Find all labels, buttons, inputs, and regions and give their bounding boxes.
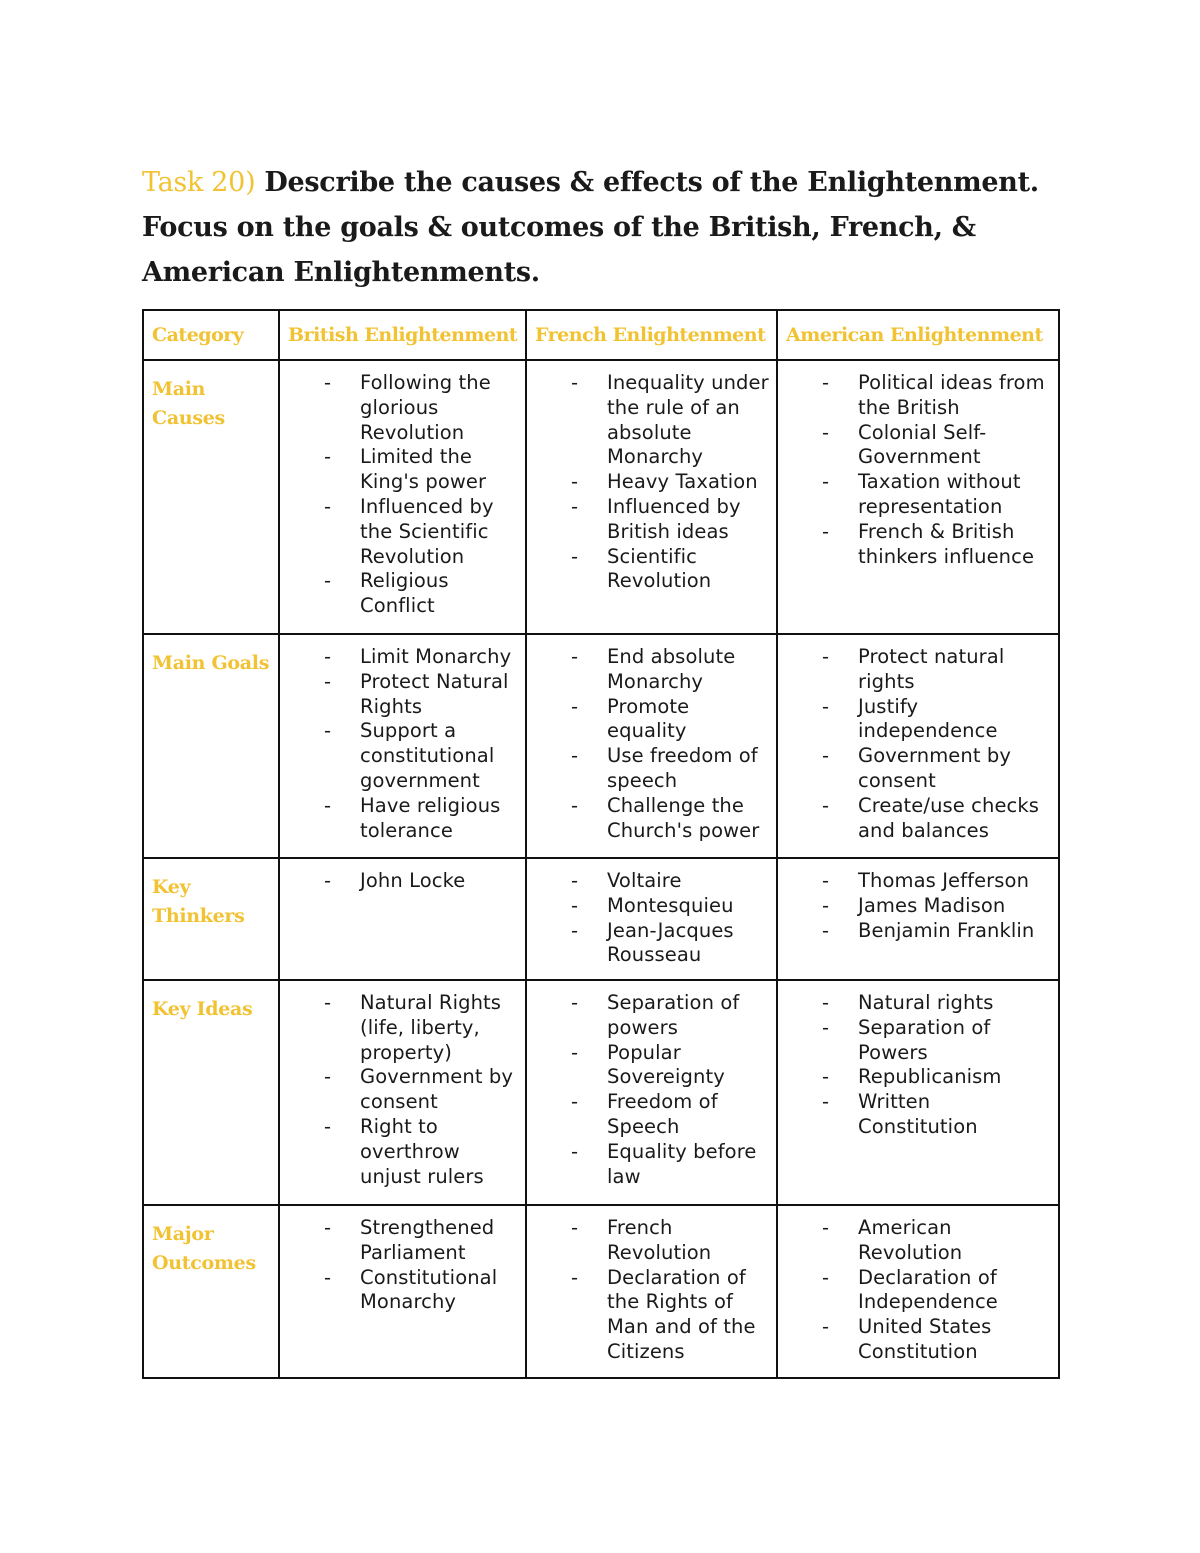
list-item-text: Create/use checks and balances	[858, 793, 1040, 842]
bullet-list	[280, 991, 521, 1189]
row-category-label: Main Goals	[143, 634, 279, 858]
british-cell	[279, 1205, 526, 1378]
american-cell	[777, 1205, 1059, 1378]
dash-bullet-icon: -	[324, 1265, 332, 1289]
dash-bullet-icon: -	[571, 1090, 579, 1114]
list-item-text: Use freedom of speech	[607, 744, 758, 792]
enlightenment-comparison-table	[142, 309, 1060, 1379]
list-item	[527, 919, 772, 969]
dash-bullet-icon: -	[324, 1065, 332, 1089]
table-header-row	[143, 310, 1059, 360]
dash-bullet-icon: -	[571, 470, 579, 494]
american-cell	[777, 360, 1059, 634]
list-item-text: French Revolution	[607, 1216, 712, 1264]
list-item-text: Colonial Self-Government	[858, 420, 987, 469]
dash-bullet-icon: -	[822, 991, 830, 1014]
list-item-text: Political ideas from the British	[858, 371, 1045, 419]
list-item-text: Voltaire	[607, 869, 682, 892]
list-item	[778, 371, 1054, 421]
dash-bullet-icon: -	[324, 569, 332, 593]
dash-bullet-icon: -	[822, 793, 830, 817]
list-item-text: Benjamin Franklin	[858, 918, 1035, 942]
list-item	[280, 1115, 521, 1189]
list-item-text: Protect natural rights	[858, 645, 1005, 693]
dash-bullet-icon: -	[822, 519, 830, 543]
bullet-list	[527, 645, 772, 843]
dash-bullet-icon: -	[324, 445, 332, 469]
list-item	[778, 894, 1054, 919]
list-item-text: French & British thinkers influence	[858, 519, 1035, 568]
french-cell	[526, 360, 777, 634]
dash-bullet-icon: -	[822, 371, 830, 394]
list-item-text: Challenge the Church's power	[607, 793, 760, 842]
dash-bullet-icon: -	[571, 1040, 579, 1064]
dash-bullet-icon: -	[571, 1139, 579, 1163]
list-item	[280, 1266, 521, 1316]
dash-bullet-icon: -	[571, 744, 579, 768]
american-cell	[777, 858, 1059, 980]
dash-bullet-icon: -	[822, 1265, 830, 1289]
list-item	[527, 470, 772, 495]
list-item-text: Support a constitutional government	[360, 719, 495, 792]
dash-bullet-icon: -	[822, 420, 830, 444]
list-item	[527, 1266, 772, 1365]
list-item-text: Natural Rights (life, liberty, property)	[360, 991, 502, 1064]
list-item	[280, 1216, 521, 1266]
british-cell	[279, 360, 526, 634]
list-item	[527, 794, 772, 844]
task-prompt: Describe the causes & effects of the Enlightenment. Focus on the goals & outcomes of the British, French, & American Enlightenments.	[142, 167, 1039, 288]
list-item-text: Declaration of Independence	[858, 1265, 998, 1314]
list-item	[280, 645, 521, 670]
list-item	[527, 695, 772, 745]
list-item-text: Montesquieu	[607, 893, 734, 917]
list-item-text: James Madison	[858, 893, 1006, 917]
dash-bullet-icon: -	[822, 744, 830, 768]
american-cell	[777, 634, 1059, 858]
dash-bullet-icon: -	[571, 494, 579, 518]
list-item	[778, 869, 1054, 894]
bullet-list	[280, 869, 521, 894]
dash-bullet-icon: -	[324, 669, 332, 693]
list-item-text: Separation of Powers	[858, 1015, 991, 1064]
header-category: Category	[143, 310, 279, 360]
list-item-text: Taxation without representation	[858, 470, 1021, 518]
dash-bullet-icon: -	[571, 645, 579, 668]
list-item	[527, 1140, 772, 1190]
list-item-text: American Revolution	[858, 1216, 963, 1264]
list-item	[280, 991, 521, 1065]
dash-bullet-icon: -	[822, 893, 830, 917]
british-cell	[279, 858, 526, 980]
bullet-list	[527, 869, 772, 968]
list-item	[280, 719, 521, 793]
french-cell	[526, 1205, 777, 1378]
list-item-text: End absolute Monarchy	[607, 645, 736, 693]
dash-bullet-icon: -	[571, 893, 579, 917]
bullet-list	[280, 1216, 521, 1315]
header-british: British Enlightenment	[279, 310, 526, 360]
dash-bullet-icon: -	[822, 1315, 830, 1339]
bullet-list	[527, 371, 772, 594]
list-item-text: United States Constitution	[858, 1315, 992, 1363]
dash-bullet-icon: -	[822, 1216, 830, 1239]
list-item	[527, 1041, 772, 1091]
list-item-text: Protect Natural Rights	[360, 669, 509, 718]
list-item	[778, 520, 1054, 570]
list-item	[280, 445, 521, 495]
dash-bullet-icon: -	[324, 1216, 332, 1239]
list-item-text: Government by consent	[360, 1065, 514, 1114]
list-item	[280, 495, 521, 569]
list-item	[527, 744, 772, 794]
list-item-text: Heavy Taxation	[607, 470, 758, 494]
header-french: French Enlightenment	[526, 310, 777, 360]
dash-bullet-icon: -	[822, 1015, 830, 1039]
list-item	[527, 894, 772, 919]
list-item-text: Strengthened Parliament	[360, 1216, 495, 1264]
table-row-key-ideas	[143, 980, 1059, 1205]
table-row-main-causes	[143, 360, 1059, 634]
dash-bullet-icon: -	[324, 869, 332, 892]
dash-bullet-icon: -	[571, 544, 579, 568]
row-category-label: Key Ideas	[143, 980, 279, 1205]
dash-bullet-icon: -	[822, 470, 830, 494]
list-item-text: Separation of powers	[607, 991, 740, 1039]
list-item	[778, 1216, 1054, 1266]
bullet-list	[778, 1216, 1054, 1365]
dash-bullet-icon: -	[571, 371, 579, 394]
list-item	[527, 1090, 772, 1140]
list-item-text: Right to overthrow unjust rulers	[360, 1114, 484, 1188]
french-cell	[526, 634, 777, 858]
list-item	[778, 919, 1054, 944]
list-item	[527, 495, 772, 545]
list-item	[280, 1065, 521, 1115]
dash-bullet-icon: -	[324, 991, 332, 1014]
dash-bullet-icon: -	[571, 918, 579, 942]
french-cell	[526, 980, 777, 1205]
list-item-text: Equality before law	[607, 1139, 757, 1188]
dash-bullet-icon: -	[571, 1265, 579, 1289]
dash-bullet-icon: -	[324, 645, 332, 668]
list-item-text: Influenced by the Scientific Revolution	[360, 494, 494, 568]
table-row-main-goals	[143, 634, 1059, 858]
list-item	[527, 545, 772, 595]
list-item-text: Declaration of the Rights of Man and of the Citizens	[607, 1265, 756, 1363]
dash-bullet-icon: -	[324, 719, 332, 743]
bullet-list	[527, 991, 772, 1189]
bullet-list	[280, 645, 521, 843]
dash-bullet-icon: -	[571, 694, 579, 718]
list-item-text: Natural rights	[858, 991, 994, 1014]
list-item	[778, 421, 1054, 471]
task-label: Task 20)	[142, 167, 256, 198]
dash-bullet-icon: -	[822, 645, 830, 668]
list-item-text: Popular Sovereignty	[607, 1040, 725, 1089]
list-item	[778, 1016, 1054, 1066]
list-item-text: Limited the King's power	[360, 445, 487, 494]
table-row-key-thinkers	[143, 858, 1059, 980]
dash-bullet-icon: -	[571, 1216, 579, 1239]
list-item-text: Constitutional Monarchy	[360, 1265, 498, 1314]
dash-bullet-icon: -	[571, 869, 579, 892]
list-item-text: Have religious tolerance	[360, 793, 501, 842]
bullet-list	[280, 371, 521, 619]
bullet-list	[778, 869, 1054, 943]
list-item	[280, 670, 521, 720]
list-item	[778, 1266, 1054, 1316]
bullet-list	[778, 645, 1054, 843]
list-item	[778, 470, 1054, 520]
list-item-text: Justify independence	[858, 694, 998, 743]
dash-bullet-icon: -	[571, 793, 579, 817]
list-item-text: John Locke	[360, 869, 466, 892]
list-item	[778, 1065, 1054, 1090]
list-item-text: Thomas Jefferson	[858, 869, 1030, 892]
list-item	[778, 695, 1054, 745]
row-category-label: Main Causes	[143, 360, 279, 634]
list-item-text: Influenced by British ideas	[607, 494, 741, 543]
dash-bullet-icon: -	[324, 494, 332, 518]
dash-bullet-icon: -	[822, 918, 830, 942]
list-item	[778, 645, 1054, 695]
dash-bullet-icon: -	[822, 869, 830, 892]
page-heading	[142, 160, 1062, 295]
dash-bullet-icon: -	[324, 1114, 332, 1138]
list-item	[778, 794, 1054, 844]
list-item	[778, 1315, 1054, 1365]
dash-bullet-icon: -	[324, 371, 332, 394]
french-cell	[526, 858, 777, 980]
table-row-major-outcomes	[143, 1205, 1059, 1378]
list-item	[778, 744, 1054, 794]
list-item-text: Promote equality	[607, 694, 690, 743]
list-item	[280, 794, 521, 844]
dash-bullet-icon: -	[822, 694, 830, 718]
dash-bullet-icon: -	[324, 793, 332, 817]
row-category-label: Major Outcomes	[143, 1205, 279, 1378]
dash-bullet-icon: -	[822, 1065, 830, 1089]
dash-bullet-icon: -	[822, 1090, 830, 1114]
list-item	[280, 569, 521, 619]
dash-bullet-icon: -	[571, 991, 579, 1014]
bullet-list	[778, 991, 1054, 1140]
list-item	[527, 645, 772, 695]
list-item-text: Following the glorious Revolution	[360, 371, 491, 444]
list-item-text: Inequality under the rule of an absolute Monarchy	[607, 371, 769, 469]
list-item	[527, 1216, 772, 1266]
british-cell	[279, 634, 526, 858]
list-item-text: Religious Conflict	[360, 569, 449, 618]
list-item-text: Jean-Jacques Rousseau	[607, 918, 734, 967]
list-item	[778, 1090, 1054, 1140]
list-item-text: Limit Monarchy	[360, 645, 512, 668]
list-item-text: Scientific Revolution	[607, 544, 712, 593]
list-item	[527, 371, 772, 470]
list-item-text: Freedom of Speech	[607, 1090, 718, 1138]
list-item-text: Republicanism	[858, 1065, 1002, 1089]
list-item	[280, 869, 521, 894]
list-item	[280, 371, 521, 445]
bullet-list	[527, 1216, 772, 1365]
header-american: American Enlightenment	[777, 310, 1059, 360]
bullet-list	[778, 371, 1054, 569]
american-cell	[777, 980, 1059, 1205]
list-item	[527, 991, 772, 1041]
row-category-label: Key Thinkers	[143, 858, 279, 980]
british-cell	[279, 980, 526, 1205]
list-item	[527, 869, 772, 894]
list-item	[778, 991, 1054, 1016]
table-body	[143, 360, 1059, 1378]
list-item-text: Government by consent	[858, 744, 1012, 792]
list-item-text: Written Constitution	[858, 1090, 978, 1138]
